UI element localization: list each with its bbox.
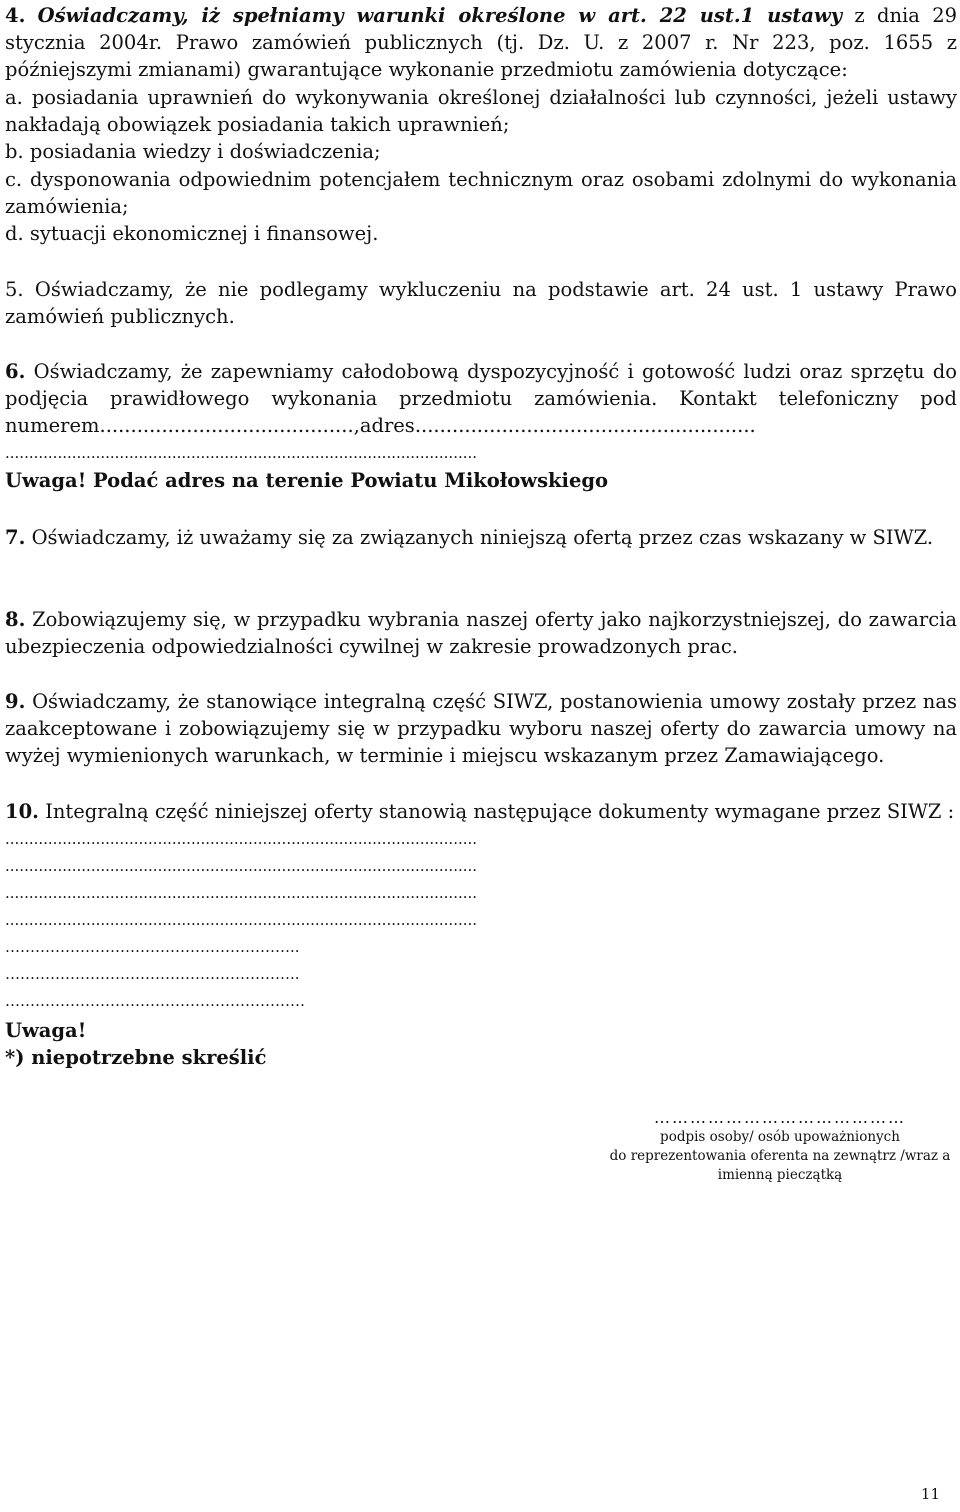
item-10-fill-line: ………………………………………………….. xyxy=(5,965,300,983)
item-10-fill-line: ................................................................................................... xyxy=(5,911,478,929)
signature-dots: …………………………………… xyxy=(654,1108,906,1127)
item-4-number: 4. xyxy=(5,4,26,27)
item-7-number: 7. xyxy=(5,526,26,549)
item-7-text xyxy=(5,524,957,551)
item-10-fill-line: ………………………………………………….. xyxy=(5,938,300,956)
item-4-subitem-c: c. dysponowania odpowiednim potencjałem technicznym oraz osobami zdolnymi do wykonania zamówienia; xyxy=(5,168,957,218)
item-4-subitem-d: d. sytuacji ekonomicznej i finansowej. xyxy=(5,222,379,245)
item-10-fill-line: …………………………………………………… xyxy=(5,992,305,1010)
item-10-body: Integralną część niniejszej oferty stanowią następujące dokumenty wymagane przez SIWZ : xyxy=(45,800,955,823)
item-10-fill-line: ................................................................................................... xyxy=(5,884,478,902)
signature-caption-line-1: podpis osoby/ osób upoważnionych xyxy=(660,1129,900,1145)
item-8-text xyxy=(5,606,957,660)
item-4-subitem-b: b. posiadania wiedzy i doświadczenia; xyxy=(5,140,381,163)
item-9-body: Oświadczamy, że stanowiące integralną część SIWZ, postanowienia umowy zostały przez nas zaakceptowane i zobowiązujemy się w przypadku wyboru naszej oferty do zawarcia umowy na wyżej wymienionych warunkach, w terminie i miejscu wskazanym przez Zamawiającego. xyxy=(5,690,958,767)
item-6-text xyxy=(5,358,957,439)
item-7-body: Oświadczamy, iż uważamy się za związanych niniejszą ofertą przez czas wskazany w SIWZ. xyxy=(31,526,934,549)
item-6-body: Oświadczamy, że zapewniamy całodobową dyspozycyjność i gotowość ludzi oraz sprzętu do podjęcia prawidłowego wykonania przedmiotu zamówienia. Kontakt telefoniczny pod numerem.........................................,adres....................................................... xyxy=(5,360,957,437)
page-number: 11 xyxy=(920,1485,940,1503)
item-4-subitem-a: a. posiadania uprawnień do wykonywania określonej działalności lub czynności, jeżeli ustawy nakładają obowiązek posiadania takich uprawnień; xyxy=(5,86,957,136)
item-4-rest: z dnia 29 stycznia 2004r. Prawo zamówień publicznych (tj. Dz. U. z 2007 r. Nr 223, poz. 1655 z późniejszymi zmianami) gwarantujące wykonanie przedmiotu zamówienia dotyczące: xyxy=(5,4,958,81)
item-4-emphasis: Oświadczamy, iż spełniamy warunki określone w art. 22 ust.1 ustawy xyxy=(37,4,843,27)
item-9-number: 9. xyxy=(5,690,26,713)
item-6-number: 6. xyxy=(5,360,26,383)
item-10-number: 10. xyxy=(5,800,39,823)
signature-caption-line-2: do reprezentowania oferenta na zewnątrz /wraz a xyxy=(609,1148,951,1164)
item-4-intro xyxy=(5,2,957,83)
item-10-fill-line: ................................................................................................... xyxy=(5,830,478,848)
item-5-text: 5. Oświadczamy, że nie podlegamy wykluczeniu na podstawie art. 24 ust. 1 ustawy Prawo zamówień publicznych. xyxy=(5,278,957,328)
item-6-warning: Uwaga! Podać adres na terenie Powiatu Mikołowskiego xyxy=(5,469,609,492)
item-10-text xyxy=(5,798,954,825)
item-10-fill-line: ................................................................................................... xyxy=(5,857,478,875)
signature-caption-line-3: imienną pieczątką xyxy=(717,1167,843,1183)
item-6-continuation: ................................................................................................... xyxy=(5,444,478,462)
strike-note: *) niepotrzebne skreślić xyxy=(5,1046,267,1069)
footer-warning: Uwaga! xyxy=(5,1019,87,1042)
item-8-number: 8. xyxy=(5,608,26,631)
signature-block xyxy=(590,1108,960,1185)
item-9-text xyxy=(5,688,957,769)
item-8-body: Zobowiązujemy się, w przypadku wybrania naszej oferty jako najkorzystniejszej, do zawarcia ubezpieczenia odpowiedzialności cywilnej w zakresie prowadzonych prac. xyxy=(5,608,958,658)
